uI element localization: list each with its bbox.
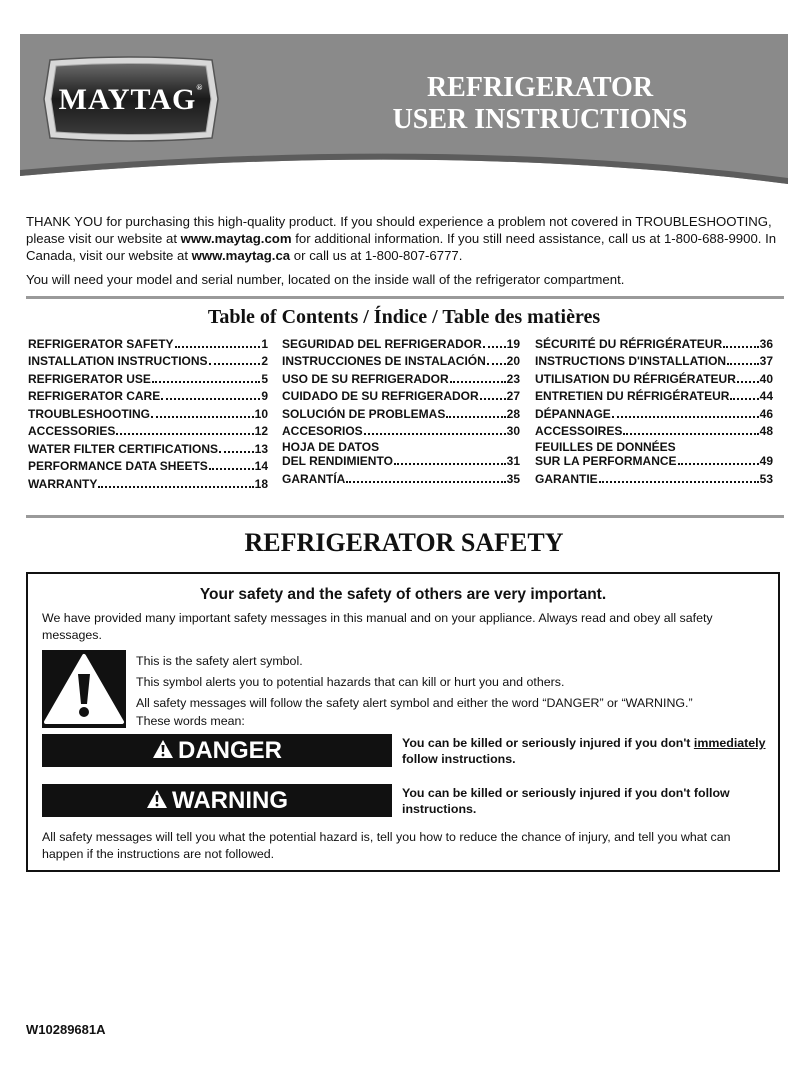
toc-entry-label: GARANTIE [535,471,598,486]
toc-entry-page: 30 [506,424,520,438]
toc-entry-label: CUIDADO DE SU REFRIGERADOR [282,389,479,403]
toc-entry-page: 36 [759,336,773,351]
leader-dots [623,433,758,435]
danger-banner: DANGER [42,734,392,767]
toc-entry[interactable] [28,333,268,351]
leader-dots [450,381,506,383]
toc-entry-page: 40 [759,371,773,386]
toc-entry-label: REFRIGERATOR SAFETY [28,336,174,351]
leader-dots [730,398,758,400]
toc-entry-label: SÉCURITÉ DU RÉFRIGÉRATEUR [535,336,723,351]
toc-entry-page: 2 [261,354,268,368]
warning-banner: WARNING [42,784,392,817]
warning-triangle-icon [146,785,168,818]
leader-dots [446,416,505,418]
toc-entry-label: WARRANTY [28,476,98,491]
leader-dots [364,433,506,435]
toc-entry-label: REFRIGERATOR CARE [28,389,161,403]
leader-dots [487,363,506,365]
safety-heading: Your safety and the safety of others are very important. [199,586,607,603]
leader-dots [599,481,759,483]
intro-paragraph-2: You will need your model and serial number, located on the inside wall of the refrigerator compartment. [26,272,625,287]
toc-entry[interactable] [535,421,773,439]
website-link-us[interactable]: www.maytag.com [180,231,292,246]
toc-entry-label: INSTRUCTIONS D'INSTALLATION [535,354,727,368]
toc-entry-label: ACCESSOIRES [535,424,623,438]
toc-entry[interactable] [535,438,773,468]
toc-entry-page: 12 [254,424,268,438]
document-number: W10289681A [26,1022,106,1037]
leader-dots [723,346,759,348]
leader-dots [219,451,254,453]
leader-dots [394,463,506,465]
document-title: REFRIGERATOR USER INSTRUCTIONS [392,72,688,135]
toc-entry[interactable] [28,456,268,474]
leader-dots [152,381,260,383]
toc-entry[interactable] [282,333,520,351]
divider [26,515,784,518]
alert-description: This is the safety alert symbol. This symbol alerts you to potential hazards that can kill or hurt you and others. All safety messages will follow the safety alert symbol and either the word “DANGER” or “WARNING.” These words mean: [136,654,693,728]
toc-entry-label: ACCESSORIES [28,424,116,438]
toc-entry-label: ACCESORIOS [282,424,363,438]
leader-dots [98,486,253,488]
safety-box [26,572,780,872]
toc-entry-label: SEGURIDAD DEL REFRIGERADOR [282,336,482,351]
toc-entry-label: INSTALLATION INSTRUCTIONS [28,354,208,368]
toc-entry-label: TROUBLESHOOTING [28,406,150,421]
leader-dots [346,481,505,483]
toc-entry[interactable] [535,368,773,386]
intro-text [26,213,786,295]
toc-entry[interactable] [282,403,520,421]
toc-title: Table of Contents / Índice / Table des matières [207,306,601,328]
toc-spanish [282,333,520,486]
toc-entry-label: UTILISATION DU RÉFRIGÉRATEUR [535,371,736,386]
toc-entry-label: DEL RENDIMIENTO [282,454,393,468]
safety-intro: We have provided many important safety messages in this manual and on your appliance. Always read and obey all safety messages. [42,611,713,642]
leader-dots [678,463,759,465]
toc-entry-page: 35 [506,471,520,486]
toc-entry-page: 37 [759,354,773,368]
toc-entry-label: REFRIGERATOR USE [28,371,151,386]
toc-entry-label: HOJA DE DATOS [282,440,380,454]
toc-entry-page: 19 [506,336,520,351]
toc-entry-label: WATER FILTER CERTIFICATIONS [28,441,218,456]
toc-entry-label: INSTRUCCIONES DE INSTALACIÓN [282,354,486,368]
toc-entry-page: 14 [254,459,268,473]
toc-entry[interactable] [28,403,268,421]
section-title: REFRIGERATOR SAFETY [244,528,564,557]
toc-entry-label: GARANTÍA [282,471,346,486]
toc-entry-page: 5 [261,371,268,386]
warning-description: You can be killed or seriously injured if you don't follow instructions. [402,786,730,816]
header-band [20,34,788,184]
toc-entry-page: 13 [254,441,268,456]
leader-dots [151,416,254,418]
toc-entry-label: DÉPANNAGE [535,406,611,421]
toc-entry[interactable] [28,473,268,491]
toc-entry[interactable] [28,386,268,404]
toc-entry-label: ENTRETIEN DU RÉFRIGÉRATEUR [535,389,730,403]
toc-english [28,333,268,491]
toc-entry-page: 18 [254,476,268,491]
website-link-ca[interactable]: www.maytag.ca [191,248,291,263]
leader-dots [175,346,261,348]
toc-entry-label: PERFORMANCE DATA SHEETS [28,459,208,473]
toc-entry[interactable] [28,421,268,439]
toc-entry[interactable] [282,421,520,439]
leader-dots [483,346,506,348]
toc-entry[interactable] [282,386,520,404]
warning-triangle-icon [152,735,174,768]
safety-footer: All safety messages will tell you what the potential hazard is, tell you how to reduce the chance of injury, and tell you what can happen if the instructions are not followed. [42,830,731,861]
leader-dots [737,381,759,383]
toc-entry[interactable] [28,351,268,369]
toc-entry-page: 31 [506,454,520,468]
toc-entry-page: 10 [254,406,268,421]
danger-description: You can be killed or seriously injured if you don't immediately follow instructions. [402,736,766,766]
toc-entry[interactable] [535,403,773,421]
logo-wordmark: MAYTAG® [58,83,204,116]
toc-french [535,333,773,486]
toc-entry[interactable] [282,351,520,369]
toc-entry-page: 20 [506,354,520,368]
toc-entry[interactable] [282,368,520,386]
toc-entry-page: 27 [506,389,520,403]
toc-entry-page: 28 [506,406,520,421]
toc-entry-label: FEUILLES DE DONNÉES [535,440,676,454]
toc-entry-page: 49 [759,454,773,468]
toc-entry-page: 48 [759,424,773,438]
leader-dots [209,468,254,470]
toc-entry[interactable] [282,468,520,486]
toc-entry[interactable] [535,351,773,369]
toc-entry-page: 44 [759,389,773,403]
leader-dots [480,398,506,400]
leader-dots [209,363,261,365]
toc-entry-label: SOLUCIÓN DE PROBLEMAS [282,406,446,421]
toc-entry-page: 46 [759,406,773,421]
toc-entry-label: SUR LA PERFORMANCE [535,454,677,468]
toc-entry[interactable] [535,386,773,404]
intro-paragraph-1: THANK YOU for purchasing this high-quality product. If you should experience a problem not covered in TROUBLESHOOTING, please visit our website at www.maytag.com for additional information. If you still need assistance, call us at 1-800-688-9900. In Canada, visit our website at www.maytag.ca or call us at 1-800-807-6777. [26,214,777,263]
toc-entry[interactable] [28,368,268,386]
toc-entry[interactable] [282,438,520,468]
leader-dots [612,416,759,418]
leader-dots [161,398,260,400]
toc-entry-label: USO DE SU REFRIGERADOR [282,371,449,386]
leader-dots [116,433,253,435]
maytag-logo [42,56,220,142]
toc-entry-page: 23 [506,371,520,386]
toc-entry-page: 1 [261,336,268,351]
toc-entry[interactable] [535,333,773,351]
toc-entry-page: 53 [759,471,773,486]
safety-alert-icon [42,650,126,728]
toc-entry-page: 9 [261,389,268,403]
toc-entry[interactable] [28,438,268,456]
leader-dots [727,363,759,365]
toc-entry[interactable] [535,468,773,486]
divider [26,296,784,299]
